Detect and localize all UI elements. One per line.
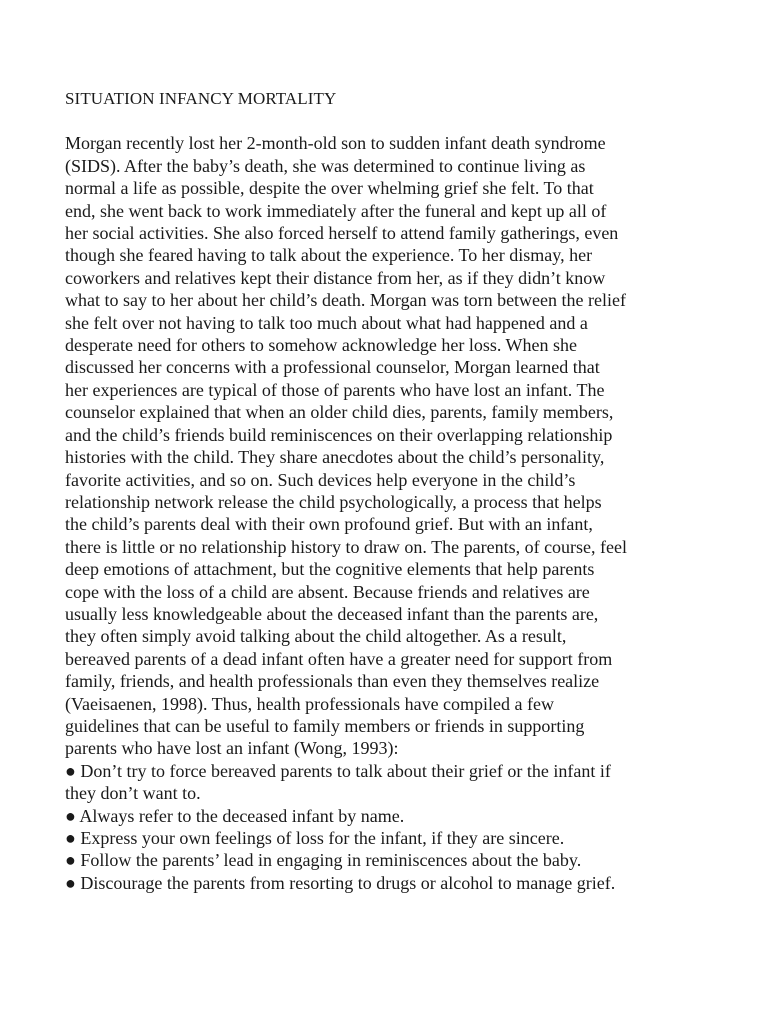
guideline-item: ● Always refer to the deceased infant by name.	[65, 805, 405, 826]
guideline-item: ● Express your own feelings of loss for the infant, if they are sincere.	[65, 828, 565, 848]
document-title: SITUATION INFANCY MORTALITY	[65, 89, 337, 108]
guideline-list	[65, 760, 715, 894]
guideline-item: ● Don’t try to force bereaved parents to talk about their grief or the infant if they don’t want to.	[65, 760, 611, 804]
body-paragraph: Morgan recently lost her 2-month-old son to sudden infant death syndrome (SIDS). After the baby’s death, she was determined to continue living as normal a life as possible, despite the over whelming grief she felt. To that end, she went back to work immediately after the funeral and kept up all of her social activities. She also forced herself to attend family gatherings, even though she feared having to talk about the experience. To her dismay, her coworkers and relatives kept their distance from her, as if they didn’t know what to say to her about her child’s death. Morgan was torn between the relief she felt over not having to talk too much about what had happened and a desperate need for others to somehow acknowledge her loss. When she discussed her concerns with a professional counselor, Morgan learned that her experiences are typical of those of parents who have lost an infant. The counselor explained that when an older child dies, parents, family members, and the child’s friends build reminiscences on their overlapping relationship histories with the child. They share anecdotes about the child’s personality, favorite activities, and so on. Such devices help everyone in the child’s relationship network release the child psychologically, a process that helps the child’s parents deal with their own profound grief. But with an infant, there is little or no relationship history to draw on. The parents, of course, feel deep emotions of attachment, but the cognitive elements that help parents cope with the loss of a child are absent. Because friends and relatives are usually less knowledgeable about the deceased infant than the parents are, they often simply avoid talking about the child altogether. As a result, bereaved parents of a dead infant often have a greater need for support from family, friends, and health professionals than even they themselves realize (Vaeisaenen, 1998). Thus, health professionals have compiled a few guidelines that can be useful to family members or friends in supporting parents who have lost an infant (Wong, 1993):	[65, 133, 628, 759]
document-page	[65, 88, 715, 894]
guideline-item: ● Discourage the parents from resorting to drugs or alcohol to manage grief.	[65, 872, 616, 893]
guideline-item: ● Follow the parents’ lead in engaging in reminiscences about the baby.	[65, 850, 582, 871]
